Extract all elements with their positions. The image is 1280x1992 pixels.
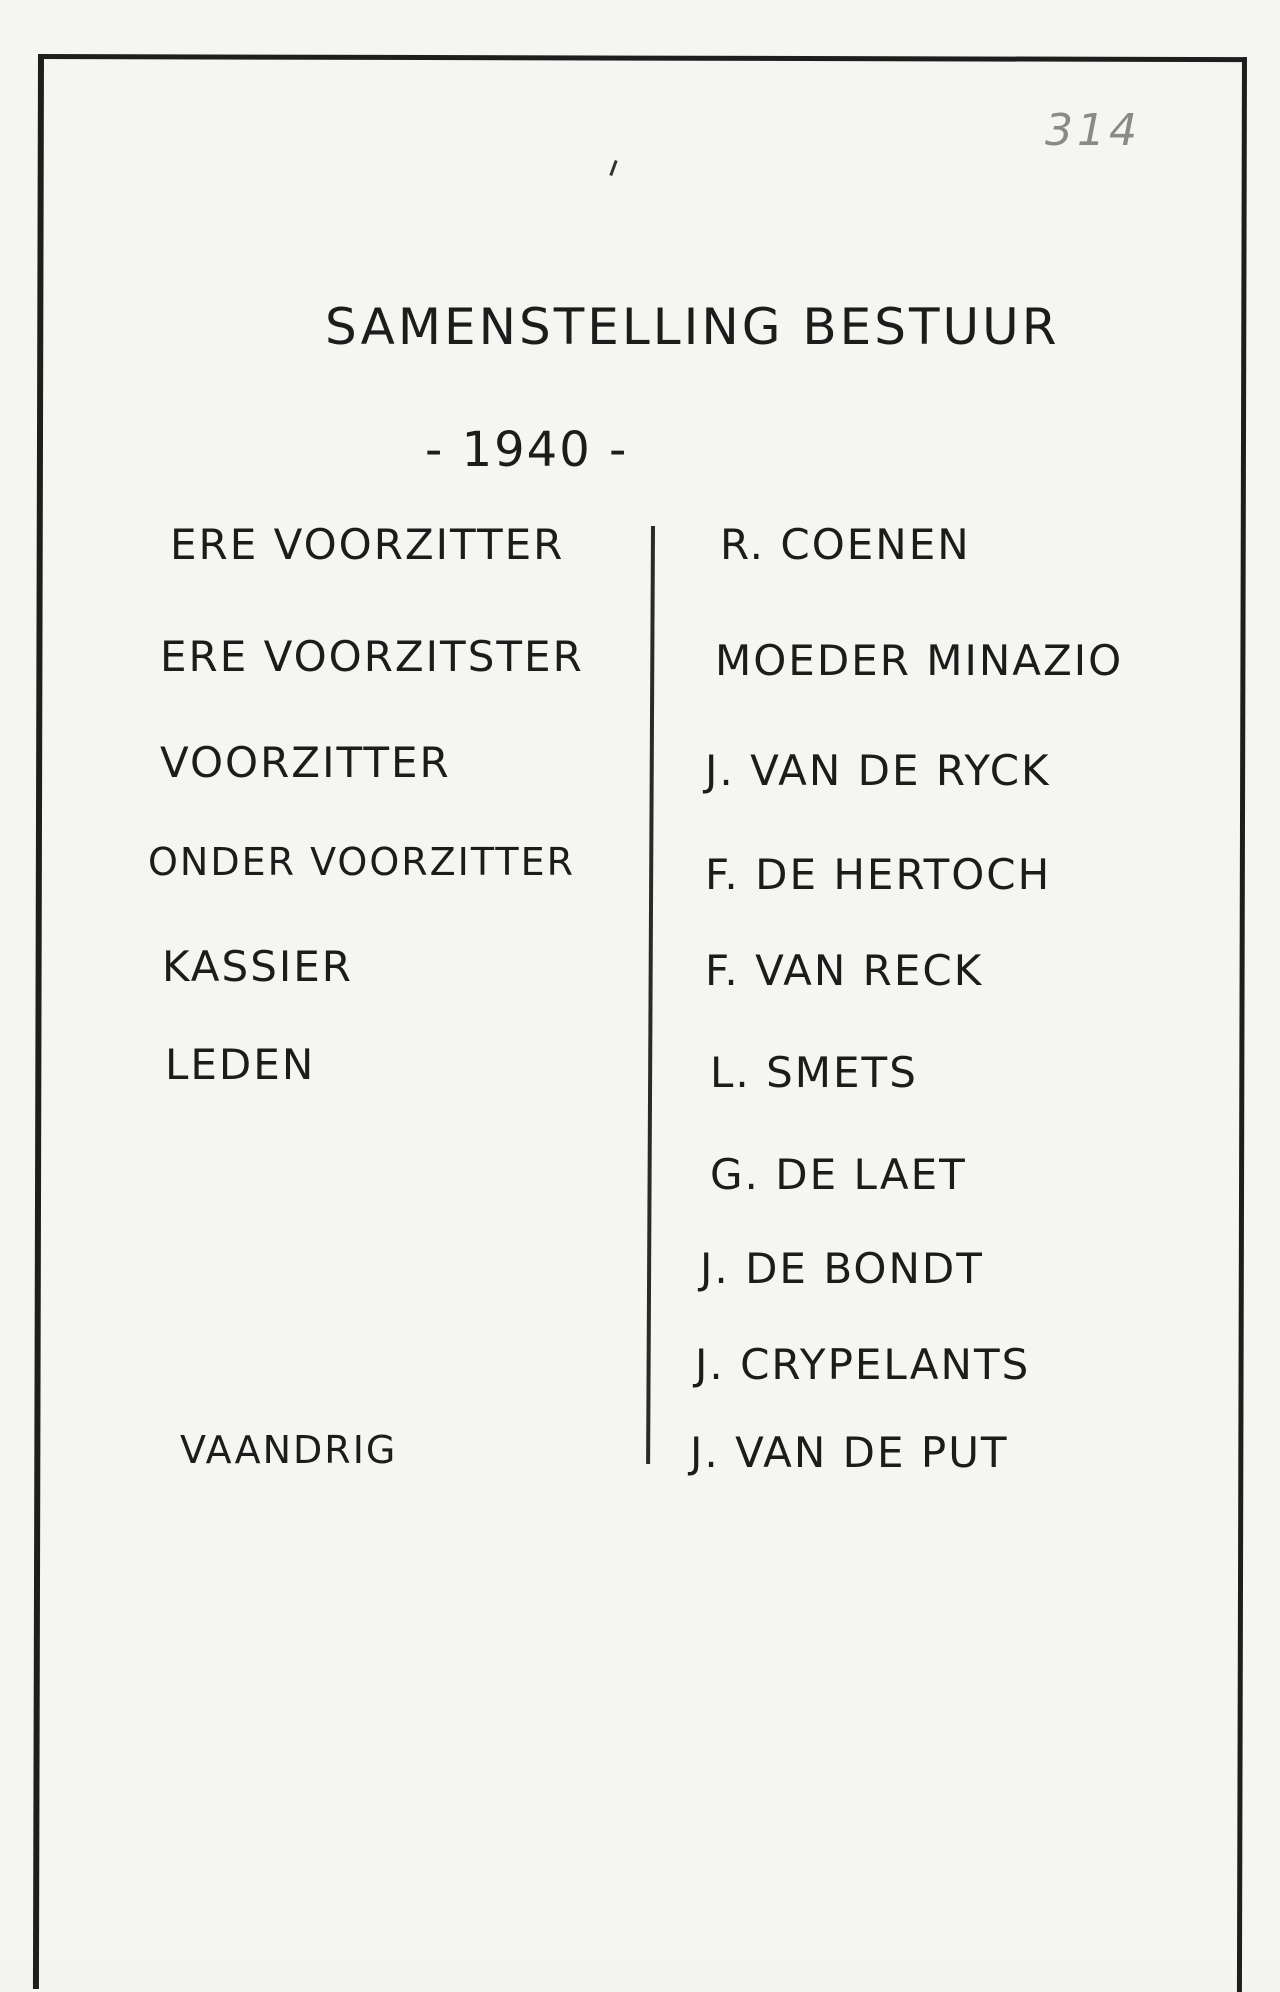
role-label: ERE VOORZITSTER — [160, 632, 584, 681]
member-name: J. VAN DE PUT — [690, 1428, 1009, 1477]
role-label: ONDER VOORZITTER — [148, 840, 576, 884]
member-name: J. VAN DE RYCK — [705, 746, 1051, 795]
member-name: R. COENEN — [720, 520, 971, 569]
member-name: MOEDER MINAZIO — [715, 636, 1124, 685]
member-name: F. DE HERTOCH — [705, 850, 1052, 899]
role-label: VOORZITTER — [160, 738, 451, 787]
member-name: L. SMETS — [710, 1048, 918, 1097]
page-title: SAMENSTELLING BESTUUR — [325, 298, 1060, 356]
member-name: F. VAN RECK — [705, 946, 984, 995]
role-label: VAANDRIG — [180, 1428, 398, 1472]
member-name: J. CRYPELANTS — [695, 1340, 1031, 1389]
page-number: 314 — [1045, 105, 1141, 156]
role-label: ERE VOORZITTER — [170, 520, 565, 569]
role-label: KASSIER — [162, 942, 353, 991]
member-name: J. DE BONDT — [700, 1244, 984, 1293]
member-name: G. DE LAET — [710, 1150, 967, 1199]
year-heading: - 1940 - — [425, 422, 629, 478]
role-label: LEDEN — [165, 1040, 316, 1089]
